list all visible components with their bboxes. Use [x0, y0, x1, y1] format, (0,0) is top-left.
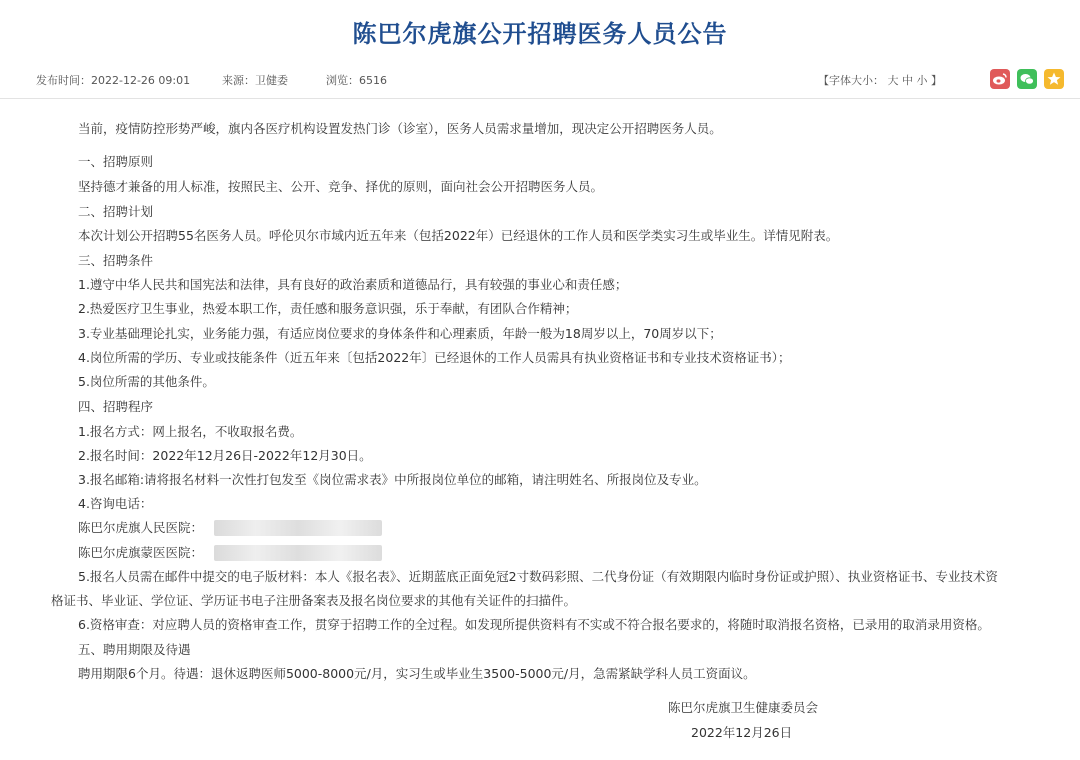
source: 来源：卫健委 [222, 74, 288, 87]
section-heading: 二、招聘计划 [78, 204, 154, 219]
list-item: 3.报名邮箱:请将报名材料一次性打包发至《岗位需求表》中所报岗位单位的邮箱，请注明姓名、所报岗位及专业。 [78, 472, 707, 487]
list-item: 4.咨询电话： [78, 496, 153, 511]
redacted-phone [214, 520, 382, 536]
list-item: 2.热爱医疗卫生事业，热爱本职工作，责任感和服务意识强，乐于奉献，有团队合作精神； [78, 301, 578, 316]
section-text: 聘用期限6个月。待遇：退休返聘医师5000-8000元/月，实习生或毕业生3500-5000元/月，急需紧缺学科人员工资面议。 [78, 666, 756, 681]
hospital-contact-label: 陈巴尔虎旗人民医院： [78, 520, 204, 535]
font-size-control: 【字体大小： 大 中 小 】 [818, 74, 942, 87]
list-item: 1.遵守中华人民共和国宪法和法律，具有良好的政治素质和道德品行，具有较强的事业心和责任感； [78, 277, 628, 292]
section-heading: 三、招聘条件 [78, 253, 154, 268]
section-text: 坚持德才兼备的用人标准，按照民主、公开、竞争、择优的原则，面向社会公开招聘医务人员。 [78, 179, 604, 194]
hospital-contact-label: 陈巴尔虎旗蒙医医院： [78, 545, 204, 560]
section-heading: 四、招聘程序 [78, 399, 154, 414]
list-item: 6.资格审查：对应聘人员的资格审查工作，贯穿于招聘工作的全过程。如发现所提供资料有不实或不符合报名要求的，将随时取消报名资格，已录用的取消录用资格。 [78, 617, 990, 632]
font-size-large[interactable]: 大 [887, 74, 899, 87]
publish-time: 发布时间：2022-12-26 09:01 [36, 74, 191, 87]
list-item-continuation: 格证书、毕业证、学位证、学历证书电子注册备案表及报名岗位要求的其他有关证件的扫描件。 [51, 593, 577, 608]
redacted-phone [214, 545, 382, 561]
list-item: 5.报名人员需在邮件中提交的电子版材料：本人《报名表》、近期蓝底正面免冠2寸数码彩照、二代身份证（有效期限内临时身份证或护照）、执业资格证书、专业技术资 [78, 569, 998, 584]
page-title: 陈巴尔虎旗公开招聘医务人员公告 [352, 20, 728, 48]
signature-org: 陈巴尔虎旗卫生健康委员会 [668, 700, 819, 715]
font-size-medium[interactable]: 中 [902, 74, 913, 87]
intro-paragraph: 当前，疫情防控形势严峻，旗内各医疗机构设置发热门诊（诊室），医务人员需求量增加，现决定公开招聘医务人员。 [78, 121, 722, 136]
view-count: 浏览：6516 [326, 74, 387, 87]
section-heading: 五、聘用期限及待遇 [78, 642, 191, 657]
list-item: 1.报名方式：网上报名，不收取报名费。 [78, 424, 303, 439]
list-item: 5.岗位所需的其他条件。 [78, 374, 215, 389]
section-heading: 一、招聘原则 [78, 154, 154, 169]
font-size-small[interactable]: 小 [916, 74, 928, 87]
section-text: 本次计划公开招聘55名医务人员。呼伦贝尔市域内近五年来（包括2022年）已经退休的工作人员和医学类实习生或毕业生。详情见附表。 [78, 228, 839, 243]
signature-date: 2022年12月26日 [691, 725, 793, 740]
list-item: 3.专业基础理论扎实，业务能力强，有适应岗位要求的身体条件和心理素质，年龄一般为18周岁以上，70周岁以下； [78, 326, 722, 341]
list-item: 4.岗位所需的学历、专业或技能条件（近五年来〔包括2022年〕已经退休的工作人员需具有执业资格证书和专业技术资格证书）； [78, 350, 791, 365]
list-item: 2.报名时间：2022年12月26日-2022年12月30日。 [78, 448, 372, 463]
